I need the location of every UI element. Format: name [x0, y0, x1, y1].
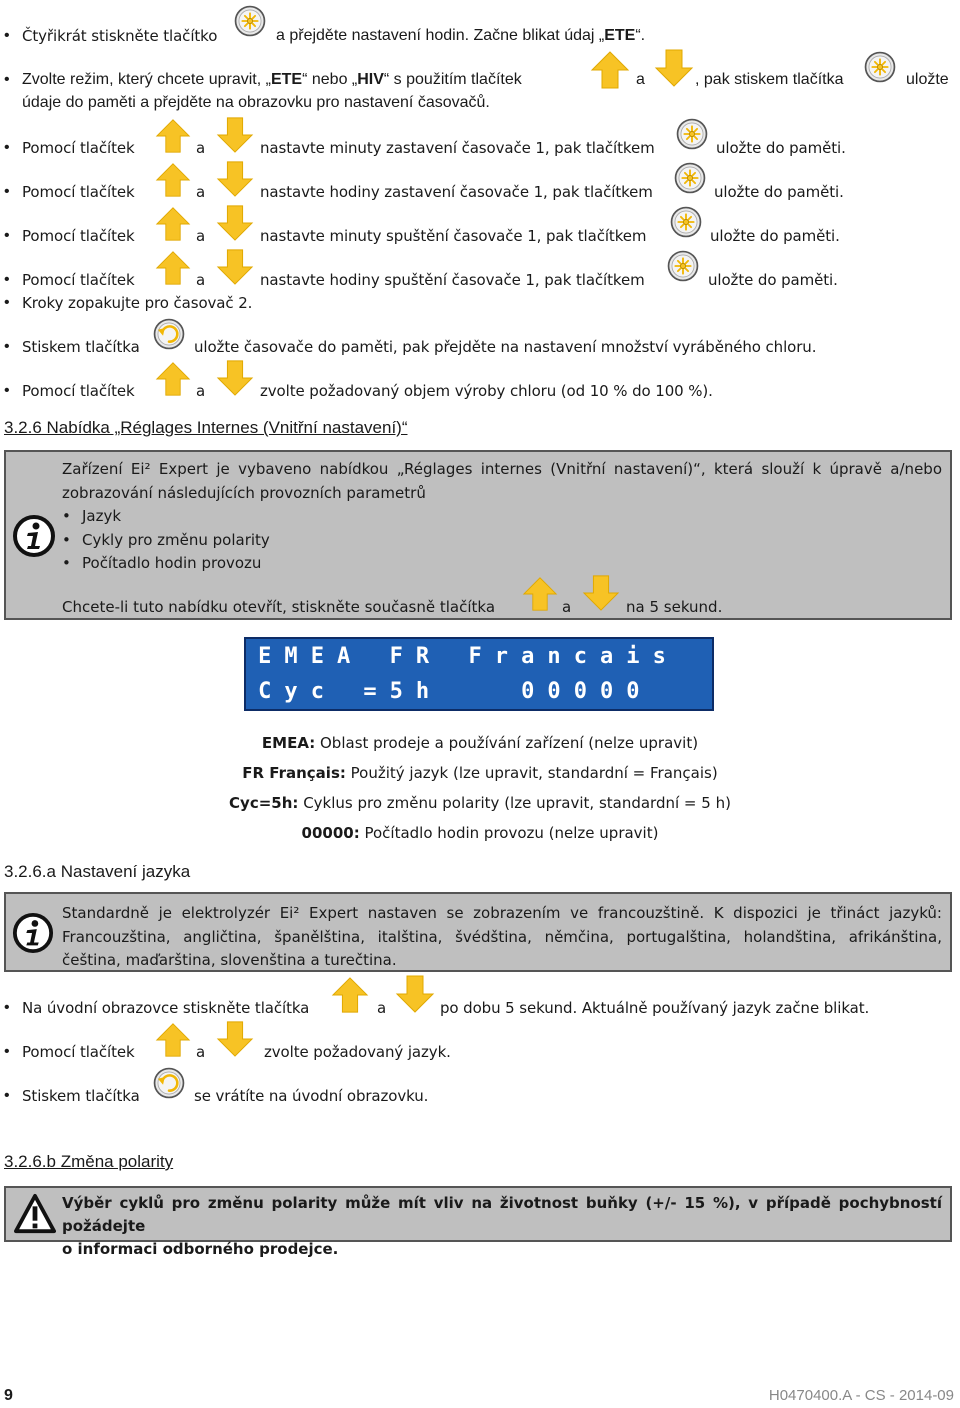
lcd-character: a — [521, 644, 535, 669]
step-text: Stiskem tlačítka — [22, 338, 140, 356]
warning-box-polarity — [4, 1186, 952, 1258]
lcd-character: M — [284, 644, 298, 669]
step-text: nastavte minuty spuštění časovače 1, pak tlačítkem — [260, 227, 647, 245]
bullet: • — [4, 271, 10, 288]
back-button-icon[interactable] — [152, 317, 186, 351]
step-text: a přejděte nastavení hodin. Začne blikat údaj „ETE“. — [276, 27, 646, 44]
section-heading-326a: 3.2.6.a Nastavení jazyka — [4, 862, 191, 881]
step-text: Pomocí tlačítek — [22, 139, 135, 157]
step-text: uložte do paměti. — [710, 227, 840, 245]
lcd-character — [331, 677, 357, 707]
lcd-character: i — [626, 644, 640, 669]
lcd-character: = — [363, 679, 377, 704]
lcd-character — [646, 677, 672, 707]
lcd-character: 0 — [547, 679, 561, 704]
section-heading-326b: 3.2.6.b Změna polarity — [4, 1152, 174, 1171]
and-text: a — [196, 227, 206, 245]
warning-line: o informaci odborného prodejce. — [62, 1240, 339, 1258]
lcd-character: R — [415, 644, 430, 669]
step-text: Stiskem tlačítka — [22, 1087, 140, 1105]
lcd-character: 5 — [389, 679, 403, 704]
step-text: Zvolte režim, který chcete upravit, „ETE“ nebo „HIV“ s použitím tlačítek — [22, 71, 522, 88]
ok-button-icon[interactable] — [673, 161, 707, 195]
lcd-character: 0 — [521, 679, 535, 704]
and-text: a — [196, 139, 206, 157]
lcd-character: s — [652, 644, 666, 669]
lcd-description: 00000: Počítadlo hodin provozu (nelze upravit) — [301, 824, 659, 842]
step-text: Pomocí tlačítek — [22, 382, 135, 400]
up-arrow-icon[interactable] — [155, 361, 191, 397]
and-text: a — [196, 271, 206, 289]
info-text — [62, 458, 942, 576]
lcd-description: EMEA: Oblast prodeje a používání zařízení (nelze upravit) — [261, 734, 699, 752]
step-text: Pomocí tlačítek — [22, 271, 135, 289]
and-text: a — [196, 183, 206, 201]
down-arrow-icon[interactable] — [216, 359, 254, 397]
down-arrow-icon[interactable] — [216, 248, 254, 286]
bullet: • — [4, 999, 10, 1016]
lcd-character: n — [547, 644, 561, 669]
step-text: Pomocí tlačítek — [22, 183, 135, 201]
info-line: Standardně je elektrolyzér Ei² Expert nastaven se zobrazením ve francouzštině. K dispozici je třináct jazyků: — [62, 904, 942, 922]
info-icon — [12, 912, 54, 954]
info-line: čeština, maďarština, slovenština a turečtina. — [62, 951, 397, 969]
and-text: a — [562, 598, 572, 616]
lcd-character: y — [284, 679, 298, 704]
ok-button-icon[interactable] — [669, 205, 703, 239]
lcd-row-1 — [252, 642, 706, 672]
down-arrow-icon[interactable] — [216, 160, 254, 198]
step-text: Pomocí tlačítek — [22, 1043, 135, 1061]
open-menu-text: Chcete-li tuto nabídku otevřít, stiskněte současně tlačítka — [62, 598, 496, 616]
step-text: uložte do paměti. — [714, 183, 844, 201]
info-text — [62, 902, 942, 973]
info-box-language — [4, 892, 952, 972]
lcd-description: FR Français: Použitý jazyk (lze upravit, standardní = Français) — [242, 764, 718, 782]
up-arrow-icon[interactable] — [155, 250, 191, 286]
lcd-character: c — [310, 679, 324, 704]
info-line: Francouzština, angličtina, španělština, italština, švédština, němčina, portugalština, holandština, afrikánština, — [62, 927, 942, 946]
info-box-internal-settings — [4, 450, 952, 620]
step-text: se vrátíte na úvodní obrazovku. — [194, 1087, 429, 1105]
bullet: • — [4, 183, 10, 200]
step-text: nastavte hodiny zastavení časovače 1, pak tlačítkem — [260, 183, 653, 201]
and-text: a — [196, 1043, 206, 1061]
step-text: nastavte hodiny spuštění časovače 1, pak tlačítkem — [260, 271, 645, 289]
up-arrow-icon[interactable] — [522, 576, 558, 612]
lcd-character: h — [415, 679, 430, 704]
bullet: • — [4, 1087, 10, 1104]
down-arrow-icon[interactable] — [216, 1020, 254, 1058]
down-arrow-icon[interactable] — [582, 574, 620, 612]
bullet: • — [4, 382, 10, 399]
step-text: uložte — [906, 71, 949, 88]
info-icon — [12, 514, 56, 558]
and-text: a — [377, 999, 387, 1017]
ok-button-icon[interactable] — [233, 4, 267, 38]
up-arrow-icon[interactable] — [590, 50, 630, 90]
bullet: • — [4, 294, 10, 311]
down-arrow-icon[interactable] — [395, 974, 435, 1014]
up-arrow-icon[interactable] — [155, 162, 191, 198]
lcd-character: A — [337, 644, 351, 669]
lcd-character: E — [310, 644, 324, 669]
up-arrow-icon[interactable] — [155, 118, 191, 154]
lcd-description: Cyc=5h: Cyklus pro změnu polarity (lze upravit, standardní = 5 h) — [229, 794, 731, 812]
page-number: 9 — [4, 1387, 13, 1404]
lcd-character: 0 — [626, 679, 640, 704]
lcd-row-2 — [252, 677, 706, 707]
info-line: zobrazování následujících provozních parametrů — [62, 483, 426, 502]
up-arrow-icon[interactable] — [155, 206, 191, 242]
lcd-character: r — [494, 644, 509, 669]
warning-line: Výběr cyklů pro změnu polarity může mít vliv na životnost buňky (+/- 15 %), v případě pochybností požádejte — [62, 1194, 942, 1235]
parameter-list-item: • Cykly pro změnu polarity — [62, 530, 270, 549]
step-text: Na úvodní obrazovce stiskněte tlačítka — [22, 999, 310, 1017]
step-text: údaje do paměti a přejděte na obrazovku pro nastavení časovačů. — [22, 94, 490, 111]
lcd-character — [436, 642, 462, 672]
step-text: Kroky zopakujte pro časovač 2. — [22, 294, 253, 312]
down-arrow-icon[interactable] — [654, 48, 694, 88]
ok-button-icon[interactable] — [675, 117, 709, 151]
lcd-character: C — [258, 679, 272, 704]
ok-button-icon[interactable] — [666, 249, 700, 283]
bullet: • — [4, 71, 10, 88]
bullet: • — [4, 139, 10, 156]
bullet: • — [4, 1043, 10, 1060]
lcd-character — [489, 677, 515, 707]
parameter-list-item: • Jazyk — [62, 507, 122, 525]
and-text: a — [196, 382, 206, 400]
lcd-character: 0 — [599, 679, 614, 704]
section-heading-326: 3.2.6 Nabídka „Réglages Internes (Vnitřní nastavení)“ — [4, 418, 408, 437]
step-text: uložte do paměti. — [716, 139, 846, 157]
lcd-character: 0 — [573, 679, 587, 704]
step-text: zvolte požadovaný objem výroby chloru (od 10 % do 100 %). — [260, 382, 713, 400]
lcd-character — [357, 642, 383, 672]
step-text: zvolte požadovaný jazyk. — [264, 1043, 451, 1061]
lcd-character — [462, 677, 488, 707]
step-text: nastavte minuty zastavení časovače 1, pak tlačítkem — [260, 139, 655, 157]
up-arrow-icon[interactable] — [331, 976, 369, 1014]
step-text: Pomocí tlačítek — [22, 227, 135, 245]
lcd-character — [436, 677, 462, 707]
lcd-character: F — [468, 644, 482, 669]
step-text: uložte do paměti. — [708, 271, 838, 289]
info-line: Zařízení Ei² Expert je vybaveno nabídkou „Réglages internes (Vnitřní nastavení)“, která slouží k úpravě a/nebo — [62, 460, 942, 478]
open-menu-text: na 5 sekund. — [626, 598, 723, 616]
warning-text — [62, 1192, 942, 1261]
lcd-character: c — [573, 644, 587, 669]
and-text: a — [636, 71, 645, 88]
ok-button-icon[interactable] — [863, 50, 897, 84]
lcd-character: E — [258, 644, 272, 669]
lcd-character: a — [599, 644, 614, 669]
bullet: • — [4, 338, 10, 355]
lcd-display — [244, 637, 714, 711]
up-arrow-icon[interactable] — [155, 1022, 191, 1058]
document-code: H0470400.A - CS - 2014-09 — [768, 1387, 954, 1404]
back-button-icon[interactable] — [152, 1066, 186, 1100]
bullet: • — [4, 227, 10, 244]
down-arrow-icon[interactable] — [216, 204, 254, 242]
lcd-character: F — [389, 644, 403, 669]
step-text: Čtyřikrát stiskněte tlačítko — [22, 27, 218, 45]
down-arrow-icon[interactable] — [216, 116, 254, 154]
bullet: • — [4, 27, 10, 44]
step-text: , pak stiskem tlačítka — [695, 71, 844, 88]
parameter-list-item: • Počítadlo hodin provozu — [62, 554, 262, 572]
step-text: uložte časovače do paměti, pak přejděte na nastavení množství vyráběného chloru. — [194, 338, 817, 356]
warning-icon — [14, 1193, 56, 1235]
step-text: po dobu 5 sekund. Aktuálně používaný jazyk začne blikat. — [440, 999, 870, 1017]
